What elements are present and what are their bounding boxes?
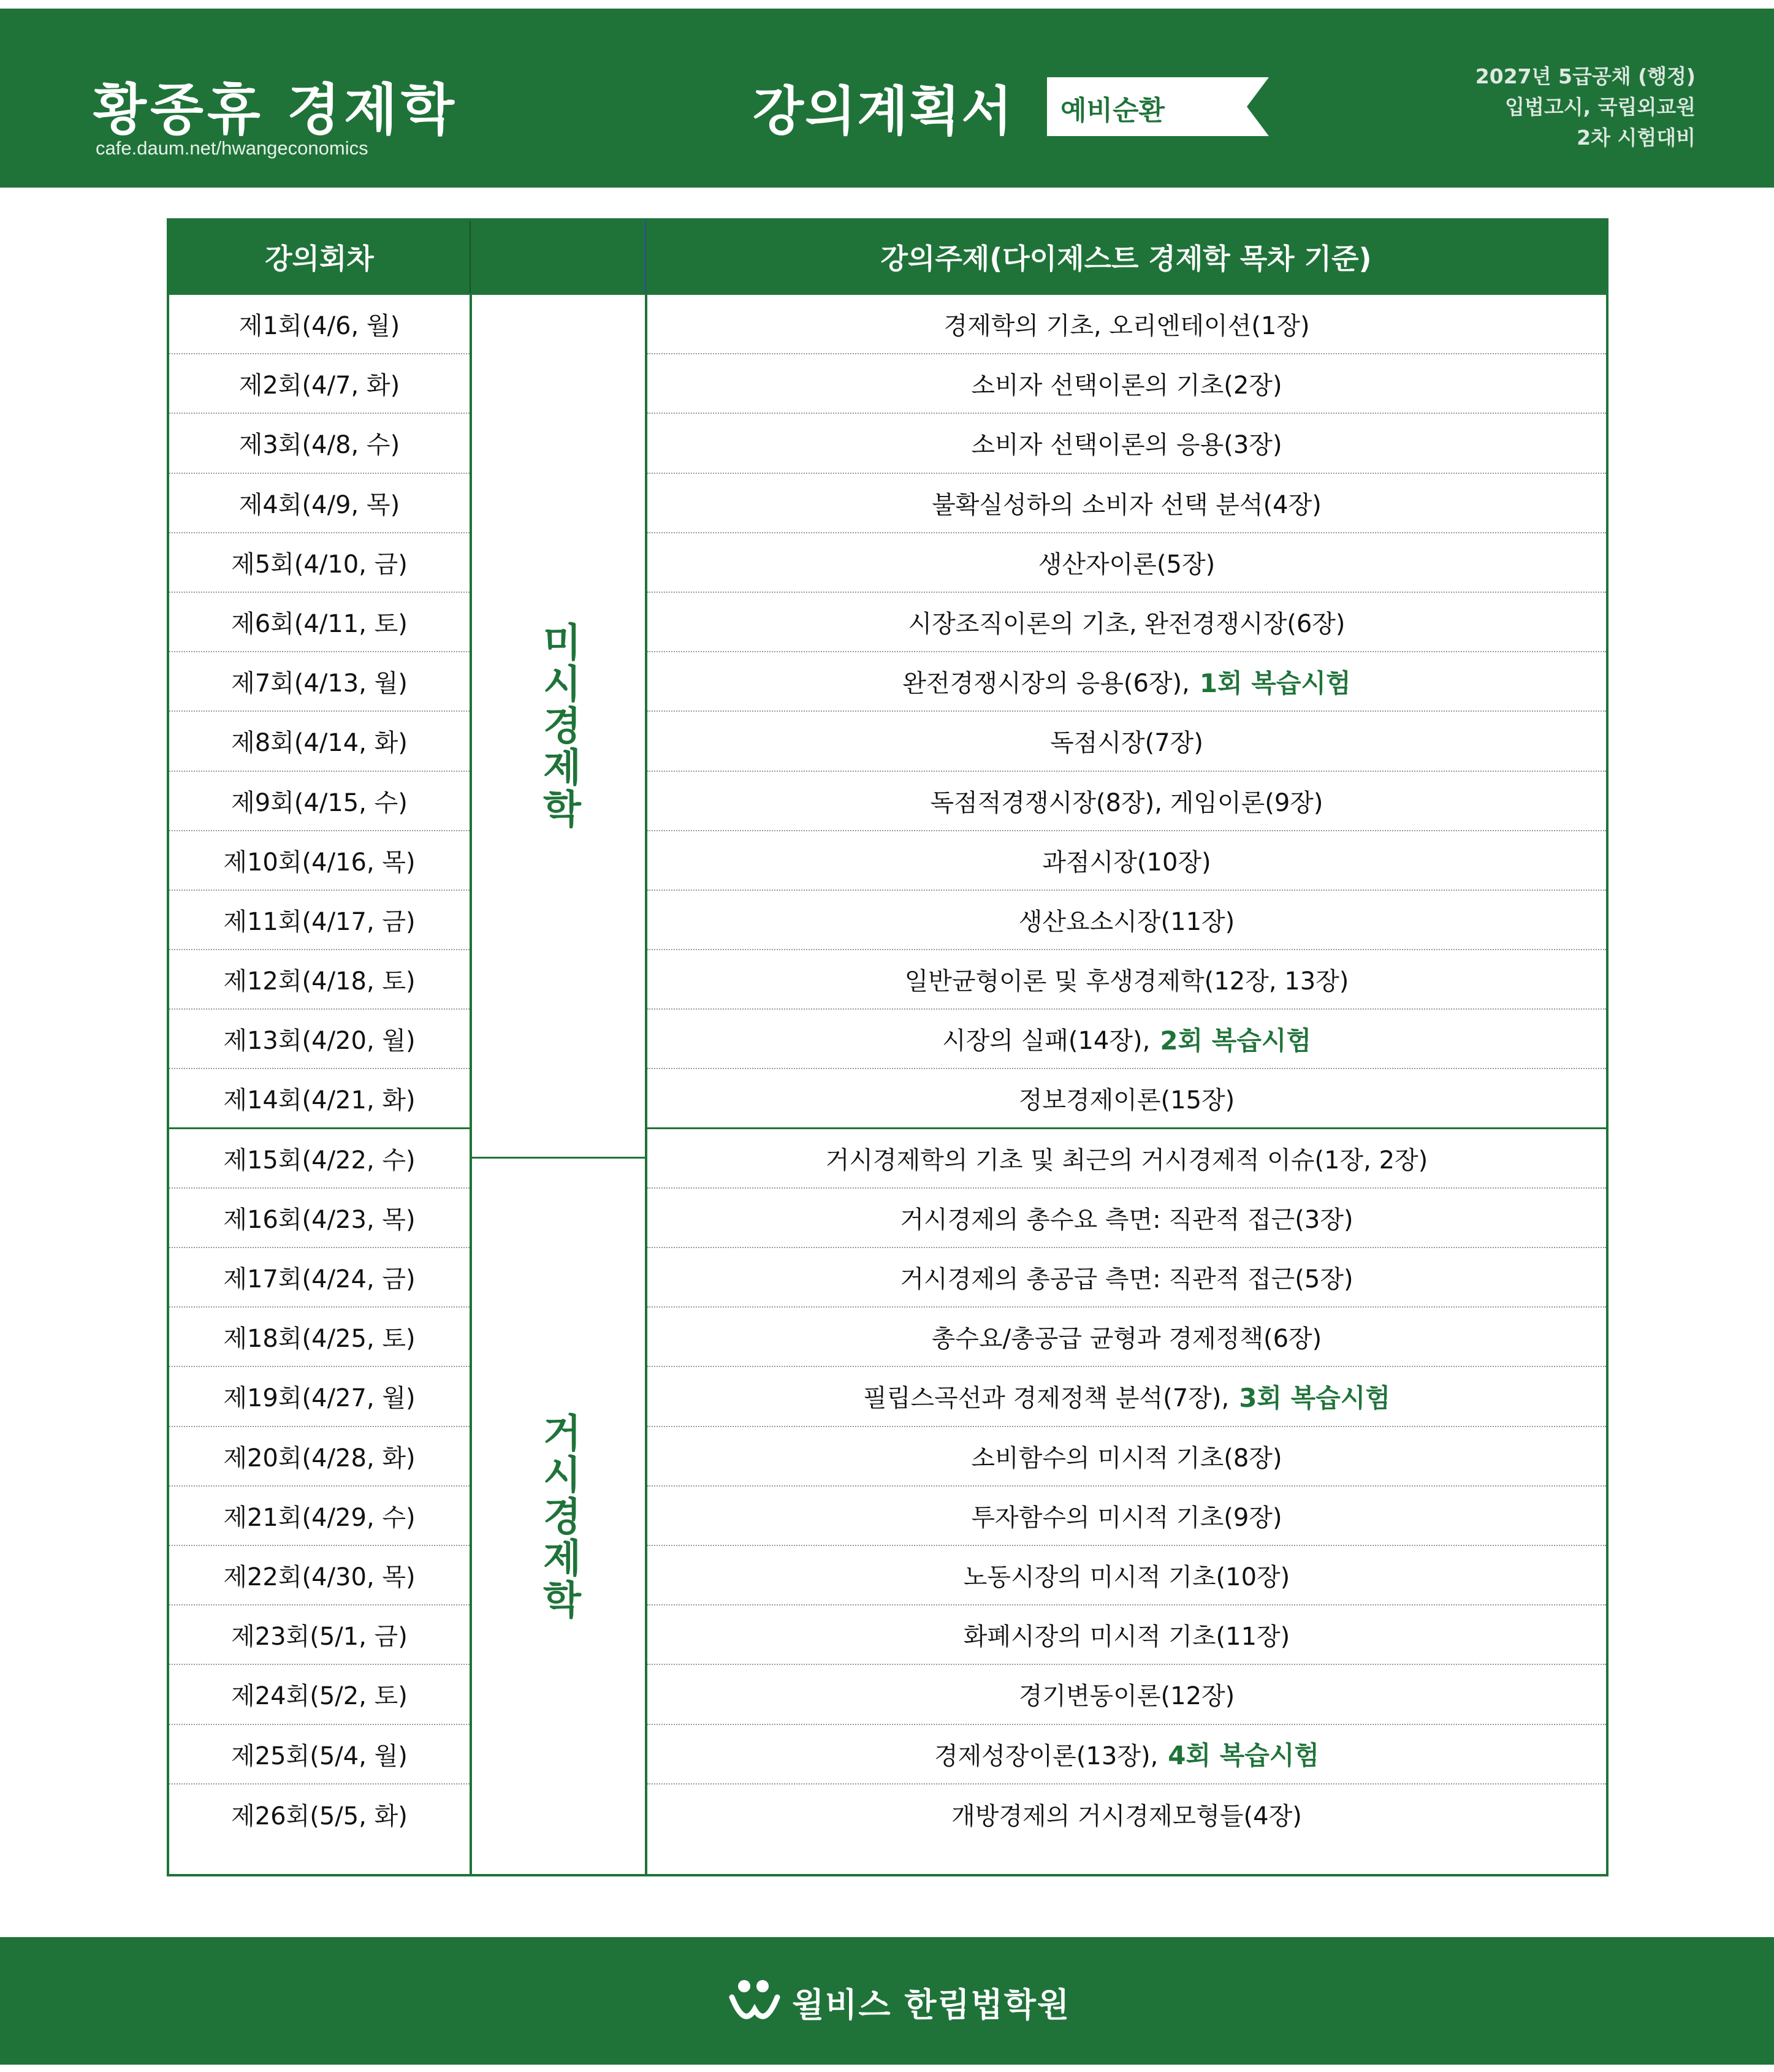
topic-cell	[647, 295, 1606, 354]
session-cell: 제21회(4/29, 수)	[169, 1487, 470, 1546]
topic-text: 생산요소시장(11장)	[1018, 907, 1235, 936]
header-group	[471, 221, 646, 293]
session-cell: 제9회(4/15, 수)	[169, 772, 470, 831]
topic-text: 노동시장의 미시적 기초(10장)	[963, 1563, 1290, 1592]
topic-cell	[647, 533, 1606, 593]
exam-line: 입법고시, 국립외교원	[1505, 95, 1696, 119]
session-cell: 제1회(4/6, 월)	[169, 295, 470, 354]
topic-text: 독점시장(7장)	[1050, 729, 1203, 758]
topic-cell	[647, 593, 1606, 652]
topic-cell	[647, 891, 1606, 950]
exam-line: 2차 시험대비	[1577, 126, 1696, 150]
topic-cell	[647, 1784, 1606, 1844]
session-cell: 제13회(4/20, 월)	[169, 1010, 470, 1069]
review-exam-label: 1회 복습시험	[1199, 668, 1351, 698]
table-header	[169, 221, 1606, 293]
session-cell: 제2회(4/7, 화)	[169, 354, 470, 414]
exam-info	[1475, 61, 1696, 153]
topic-cell	[647, 950, 1606, 1010]
session-cell: 제10회(4/16, 목)	[169, 831, 470, 891]
topic-text: 거시경제학의 기초 및 최근의 거시경제적 이슈(1장, 2장)	[825, 1146, 1428, 1175]
session-cell: 제25회(5/4, 월)	[169, 1725, 470, 1784]
topic-text: 소비자 선택이론의 응용(3장)	[971, 431, 1282, 460]
group-micro	[472, 295, 645, 1159]
table-body	[169, 293, 1606, 1874]
session-cell: 제22회(4/30, 목)	[169, 1546, 470, 1605]
session-cell: 제24회(5/2, 토)	[169, 1665, 470, 1724]
session-column	[169, 295, 472, 1874]
topic-text: 투자함수의 미시적 기초(9장)	[971, 1503, 1282, 1532]
topic-text: 거시경제의 총공급 측면: 직관적 접근(5장)	[900, 1265, 1353, 1294]
topic-text: 거시경제의 총수요 측면: 직관적 접근(3장)	[900, 1205, 1353, 1234]
topic-cell	[647, 831, 1606, 891]
session-cell: 제19회(4/27, 월)	[169, 1367, 470, 1426]
topic-cell	[647, 652, 1606, 712]
topic-text: 생산자이론(5장)	[1038, 550, 1216, 579]
session-cell: 제15회(4/22, 수)	[169, 1129, 470, 1189]
topic-cell	[647, 474, 1606, 533]
group-macro	[472, 1159, 645, 1873]
topic-cell	[647, 772, 1606, 831]
topic-text: 개방경제의 거시경제모형들(4장)	[951, 1802, 1302, 1830]
topic-text: 소비함수의 미시적 기초(8장)	[971, 1444, 1282, 1472]
topic-text: 완전경쟁시장의 응용(6장),	[902, 669, 1190, 698]
document-title: 강의계획서	[753, 81, 1014, 142]
brand-title: 황종휴 경제학	[93, 78, 458, 142]
topic-cell	[647, 1427, 1606, 1487]
ribbon-label: 예비순환	[1060, 95, 1165, 126]
willbes-logo-icon	[726, 1973, 783, 2030]
topic-text: 독점적경쟁시장(8장), 게임이론(9장)	[930, 788, 1323, 817]
topic-cell	[647, 1010, 1606, 1069]
review-exam-label: 3회 복습시험	[1239, 1382, 1390, 1413]
session-cell: 제4회(4/9, 목)	[169, 474, 470, 533]
topic-cell	[647, 1605, 1606, 1665]
session-cell: 제16회(4/23, 목)	[169, 1189, 470, 1248]
topic-cell	[647, 1069, 1606, 1129]
topic-column	[647, 295, 1606, 1874]
topic-cell	[647, 354, 1606, 414]
header-session: 강의회차	[169, 221, 471, 293]
session-cell: 제11회(4/17, 금)	[169, 891, 470, 950]
footer-banner	[0, 1937, 1774, 2065]
topic-text: 필립스곡선과 경제정책 분석(7장),	[863, 1384, 1230, 1413]
topic-cell	[647, 1665, 1606, 1724]
session-cell: 제3회(4/8, 수)	[169, 414, 470, 473]
topic-cell	[647, 1487, 1606, 1546]
group-label-micro: 미시경제학	[536, 622, 581, 831]
topic-text: 소비자 선택이론의 기초(2장)	[971, 371, 1282, 400]
topic-cell	[647, 414, 1606, 473]
review-exam-label: 4회 복습시험	[1168, 1740, 1320, 1771]
session-cell: 제7회(4/13, 월)	[169, 652, 470, 712]
session-cell: 제14회(4/21, 화)	[169, 1069, 470, 1129]
lecture-schedule-table	[167, 218, 1608, 1876]
topic-cell	[647, 1367, 1606, 1426]
session-cell: 제26회(5/5, 화)	[231, 1802, 408, 1830]
topic-text: 불확실성하의 소비자 선택 분석(4장)	[932, 490, 1322, 519]
topic-text: 화폐시장의 미시적 기초(11장)	[963, 1623, 1290, 1651]
topic-cell	[647, 712, 1606, 771]
brand-url[interactable]: cafe.daum.net/hwangeconomics	[96, 137, 368, 159]
footer-academy-name: 윌비스 한림법학원	[792, 1986, 1071, 2024]
topic-text: 경제학의 기초, 오리엔테이션(1장)	[943, 312, 1310, 341]
group-column	[472, 295, 647, 1874]
topic-text: 경기변동이론(12장)	[1018, 1682, 1235, 1711]
session-cell: 제23회(5/1, 금)	[169, 1605, 470, 1665]
topic-cell	[647, 1248, 1606, 1308]
topic-text: 총수요/총공급 균형과 경제정책(6장)	[931, 1325, 1322, 1354]
topic-cell	[647, 1189, 1606, 1248]
topic-cell	[647, 1546, 1606, 1605]
ribbon-badge	[1047, 77, 1269, 136]
session-cell: 제6회(4/11, 토)	[169, 593, 470, 652]
session-cell: 제18회(4/25, 토)	[169, 1308, 470, 1367]
exam-line: 2027년 5급공채 (행정)	[1475, 64, 1696, 88]
topic-cell	[647, 1129, 1606, 1189]
session-cell: 제5회(4/10, 금)	[169, 533, 470, 593]
session-cell: 제20회(4/28, 화)	[169, 1427, 470, 1487]
topic-cell	[647, 1725, 1606, 1784]
session-cell: 제12회(4/18, 토)	[169, 950, 470, 1010]
topic-text: 일반균형이론 및 후생경제학(12장, 13장)	[904, 967, 1349, 996]
review-exam-label: 2회 복습시험	[1160, 1025, 1312, 1056]
topic-text: 과점시장(10장)	[1042, 848, 1211, 877]
header-topic: 강의주제(다이제스트 경제학 목차 기준)	[880, 242, 1372, 275]
group-label-macro: 거시경제학	[536, 1412, 581, 1621]
session-cell: 제8회(4/14, 화)	[169, 712, 470, 771]
topic-text: 시장의 실패(14장),	[942, 1027, 1151, 1056]
topic-text: 경제성장이론(13장),	[934, 1742, 1159, 1770]
topic-text: 정보경제이론(15장)	[1018, 1086, 1235, 1115]
header-banner	[0, 9, 1774, 188]
topic-cell	[647, 1308, 1606, 1367]
session-cell: 제17회(4/24, 금)	[169, 1248, 470, 1308]
topic-text: 시장조직이론의 기초, 완전경쟁시장(6장)	[908, 610, 1346, 639]
